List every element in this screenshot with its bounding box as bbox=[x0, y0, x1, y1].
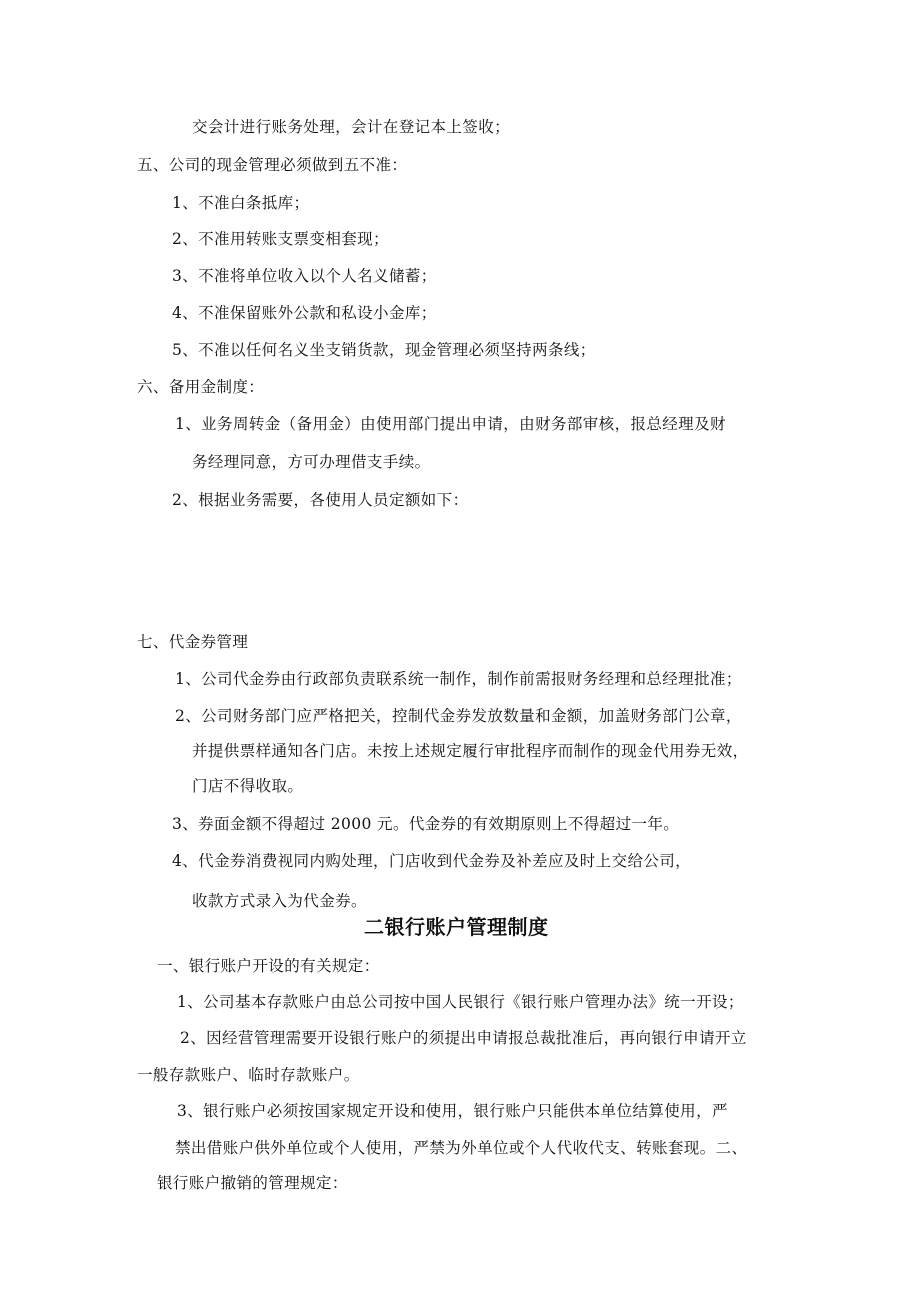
list-item-continuation: 门店不得收取。 bbox=[192, 777, 304, 795]
list-item: 1、业务周转金（备用金）由使用部门提出申请，由财务部审核，报总经理及财 bbox=[175, 415, 726, 433]
paragraph-line: 交会计进行账务处理，会计在登记本上签收； bbox=[192, 118, 511, 136]
list-item-continuation: 一般存款账户、临时存款账户。 bbox=[137, 1066, 360, 1084]
list-item: 2、公司财务部门应严格把关，控制代金券发放数量和金额，加盖财务部门公章， bbox=[175, 707, 742, 725]
list-item: 3、银行账户必须按国家规定开设和使用，银行账户只能供本单位结算使用，严 bbox=[177, 1102, 728, 1120]
section-heading: 一、银行账户开设的有关规定： bbox=[157, 957, 380, 975]
list-item: 1、不准白条抵库； bbox=[172, 194, 310, 212]
list-item: 5、不准以任何名义坐支销货款，现金管理必须坚持两条线； bbox=[172, 341, 596, 359]
chapter-title: 二银行账户管理制度 bbox=[364, 915, 549, 939]
list-item: 1、公司基本存款账户由总公司按中国人民银行《银行账户管理办法》统一开设； bbox=[177, 993, 744, 1011]
list-item: 4、不准保留账外公款和私设小金库； bbox=[172, 304, 437, 322]
section-heading: 五、公司的现金管理必须做到五不准： bbox=[137, 156, 408, 174]
list-item: 2、不准用转账支票变相套现； bbox=[172, 230, 389, 248]
list-item-continuation: 禁出借账户供外单位或个人使用，严禁为外单位或个人代收代支、转账套现。二、 bbox=[175, 1139, 748, 1157]
list-item: 3、券面金额不得超过 2000 元。代金券的有效期原则上不得超过一年。 bbox=[172, 815, 680, 833]
section-heading: 六、备用金制度： bbox=[137, 378, 265, 396]
list-item: 2、因经营管理需要开设银行账户的须提出申请报总裁批准后，再向银行申请开立 bbox=[180, 1029, 747, 1047]
list-item-continuation: 银行账户撤销的管理规定： bbox=[157, 1174, 348, 1192]
list-item-continuation: 并提供票样通知各门店。未按上述规定履行审批程序而制作的现金代用券无效， bbox=[192, 742, 749, 760]
list-item: 1、公司代金券由行政部负责联系统一制作，制作前需报财务经理和总经理批准； bbox=[175, 670, 742, 688]
list-item-continuation: 务经理同意，方可办理借支手续。 bbox=[192, 453, 431, 471]
list-item: 3、不准将单位收入以个人名义储蓄； bbox=[172, 267, 437, 285]
list-item: 2、根据业务需要，各使用人员定额如下： bbox=[172, 491, 469, 509]
section-heading: 七、代金券管理 bbox=[137, 633, 249, 651]
list-item: 4、代金券消费视同内购处理，门店收到代金券及补差应及时上交给公司， bbox=[172, 852, 692, 870]
list-item-continuation: 收款方式录入为代金券。 bbox=[192, 892, 367, 910]
